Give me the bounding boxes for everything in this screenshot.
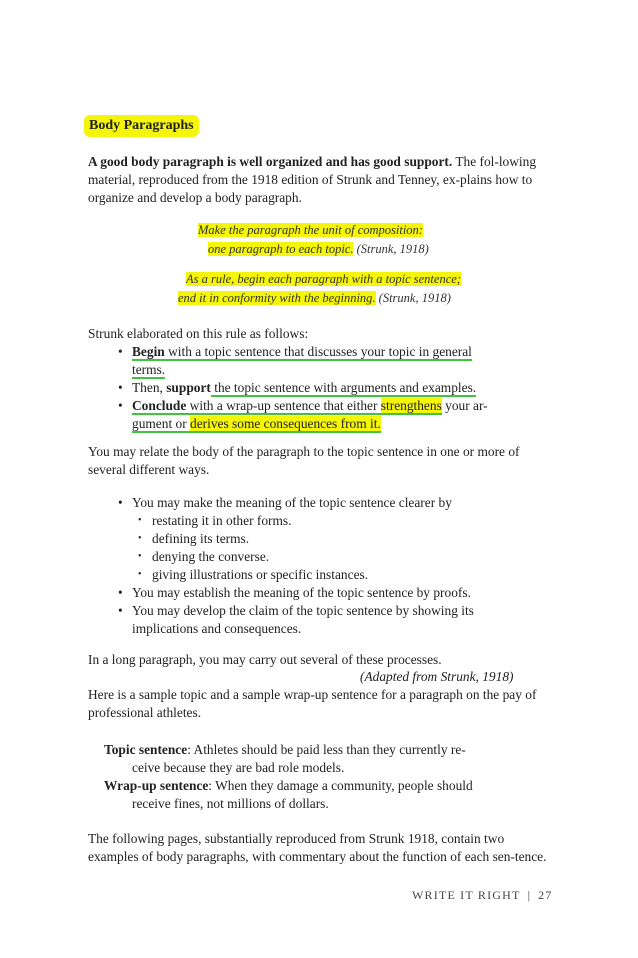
topic-sentence-text: : Athletes should be paid less than they currently re- (187, 742, 466, 757)
sub-item-text: denying the converse. (152, 549, 270, 564)
rule-conclude-highlight: strengthens (380, 398, 442, 413)
small-bullet-icon: • (138, 533, 142, 544)
way-develop: You may develop the claim of the topic sentence by showing its (132, 603, 474, 618)
list-item (116, 602, 536, 638)
wrapup-sentence-example (104, 777, 534, 813)
small-bullet-icon: • (138, 569, 142, 580)
sub-item-text: defining its terms. (152, 531, 250, 546)
wrapup-sentence-label: Wrap-up sentence (104, 778, 209, 793)
topic-sentence-cont: ceive because they are bad role models. (132, 760, 345, 775)
topic-sentence-example (104, 741, 534, 777)
way-develop-cont: implications and consequences. (132, 621, 302, 636)
bullet-icon: • (118, 495, 123, 510)
list-item (116, 343, 546, 379)
small-bullet-icon: • (138, 515, 142, 526)
rule-conclude-bold: Conclude (132, 398, 187, 413)
wrapup-sentence-cont: receive fines, not millions of dollars. (132, 796, 329, 811)
sub-item-text: giving illustrations or specific instances. (152, 567, 369, 582)
rule-begin-cont: terms. (132, 362, 166, 377)
intro-rest: The fol-lowing material, reproduced from the 1918 edition of Strunk and Tenney, ex-plains how to organize and develop a body paragraph. (88, 154, 537, 205)
rule-begin-bold: Begin (132, 344, 165, 359)
sub-list-item (132, 566, 536, 584)
section-heading: Body Paragraphs (84, 115, 199, 137)
strunk-intro: Strunk elaborated on this rule as follows: (88, 326, 309, 341)
list-item (116, 379, 546, 397)
strunk-rules-list (116, 343, 546, 433)
rule-conclude-cont: gument or (132, 416, 191, 431)
sub-list (132, 512, 536, 584)
list-item (116, 584, 536, 602)
sub-list-item (132, 530, 536, 548)
bullet-icon: • (118, 398, 123, 413)
intro-lead: A good body paragraph is well organized and has good support. (88, 154, 453, 169)
intro-paragraph (88, 153, 550, 207)
following-paragraph: The following pages, substantially reproduced from Strunk 1918, contain two examples of body paragraphs, with commentary about the function of each sen-tence. (88, 831, 547, 864)
rule-conclude-text: with a wrap-up sentence that either (186, 398, 381, 413)
footer-separator: | (527, 888, 532, 902)
page-number: 27 (538, 888, 553, 902)
quote1-line2: one paragraph to each topic. (208, 242, 354, 256)
sub-list-item (132, 548, 536, 566)
quote1-line1: Make the paragraph the unit of composition: (198, 223, 423, 237)
bullet-icon: • (118, 603, 123, 618)
way-clearer: You may make the meaning of the topic sentence clearer by (132, 495, 452, 510)
quote-unit-of-composition (198, 221, 429, 259)
sample-intro: Here is a sample topic and a sample wrap-up sentence for a paragraph on the pay of professional athletes. (88, 687, 537, 720)
sub-item-text: restating it in other forms. (152, 513, 292, 528)
adapted-citation: (Adapted from Strunk, 1918) (360, 669, 514, 684)
quote-topic-sentence-rule (178, 270, 461, 308)
relate-paragraph: You may relate the body of the paragraph to the topic sentence in one or more of several different ways. (88, 444, 520, 477)
wrapup-sentence-text: : When they damage a community, people should (208, 778, 473, 793)
quote2-cite: (Strunk, 1918) (375, 291, 451, 305)
footer-title: WRITE IT RIGHT (412, 888, 521, 902)
page-footer (412, 888, 553, 903)
quote1-cite: (Strunk, 1918) (353, 242, 429, 256)
quote2-line1: As a rule, begin each paragraph with a topic sentence; (186, 272, 461, 286)
bullet-icon: • (118, 380, 123, 395)
quote2-line2: end it in conformity with the beginning. (178, 291, 376, 305)
rule-conclude-text2: your ar- (441, 398, 488, 413)
rule-support-pre: Then, (132, 380, 167, 395)
bullet-icon: • (118, 585, 123, 600)
way-proofs: You may establish the meaning of the topic sentence by proofs. (132, 585, 471, 600)
rule-begin-text: with a topic sentence that discusses your topic in general (164, 344, 472, 359)
list-item (116, 494, 536, 584)
long-paragraph-note: In a long paragraph, you may carry out several of these processes. (88, 652, 442, 667)
sub-list-item (132, 512, 536, 530)
rule-support-bold: support (166, 380, 211, 395)
rule-conclude-cont-highlight: derives some consequences from it. (190, 416, 381, 431)
topic-sentence-label: Topic sentence (104, 742, 188, 757)
rule-support-text: the topic sentence with arguments and examples. (210, 380, 477, 395)
bullet-icon: • (118, 344, 123, 359)
small-bullet-icon: • (138, 551, 142, 562)
ways-list (116, 494, 536, 638)
list-item (116, 397, 546, 433)
